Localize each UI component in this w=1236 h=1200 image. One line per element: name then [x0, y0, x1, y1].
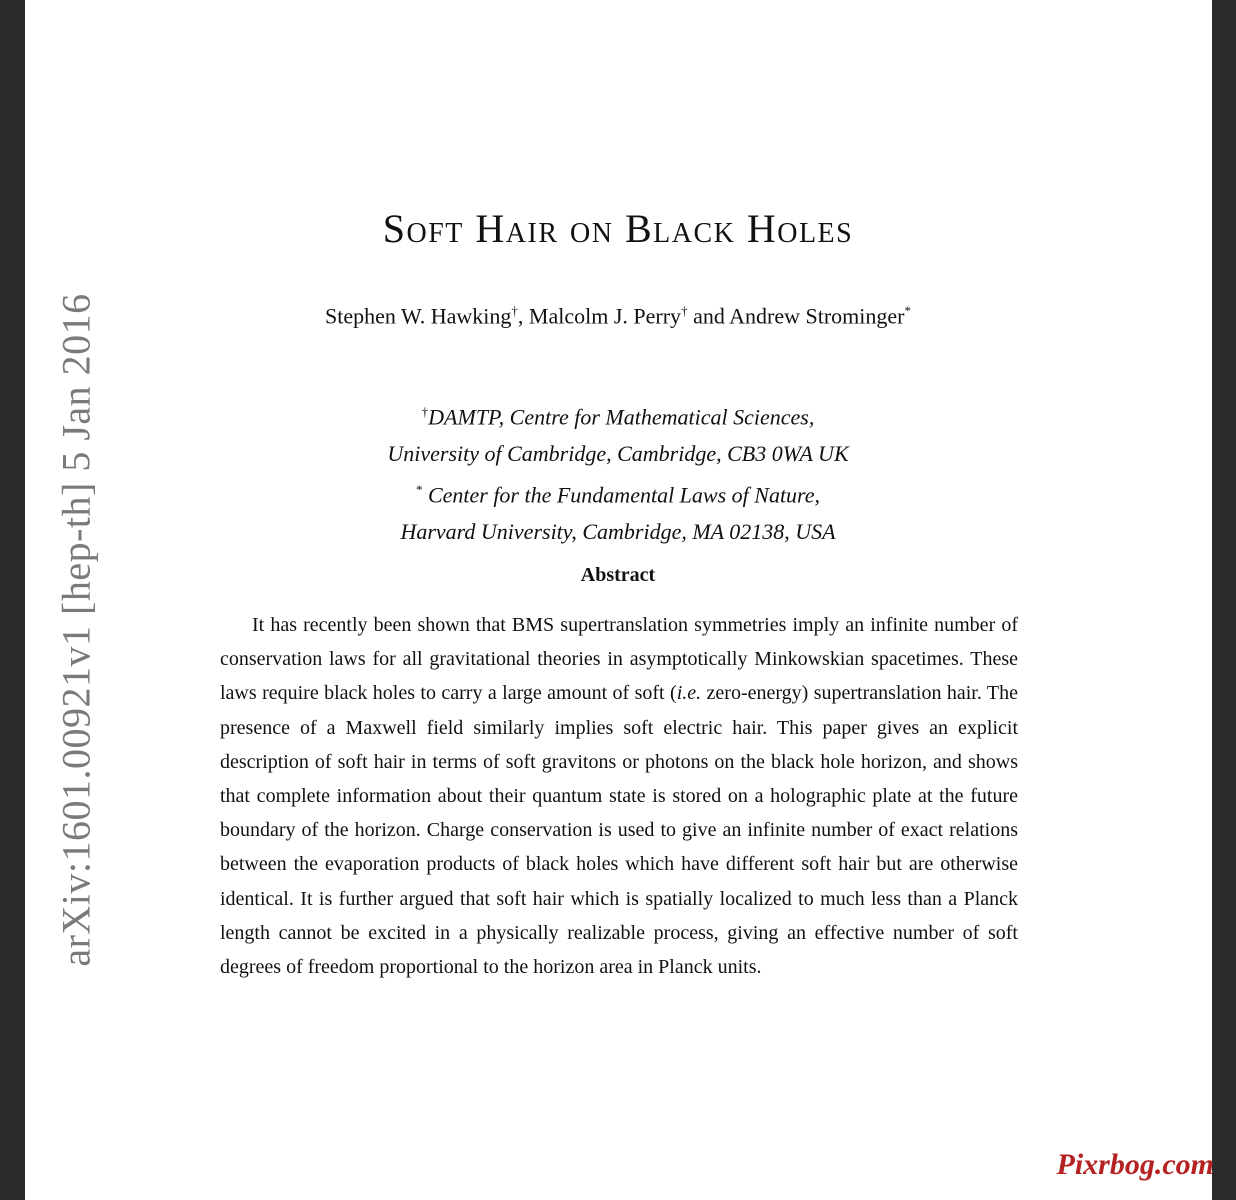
- author-list: [0, 303, 1236, 329]
- affiliation-mark: †: [421, 404, 429, 419]
- author-separator: and: [687, 303, 730, 329]
- affiliation-line: University of Cambridge, Cambridge, CB3 0WA UK: [387, 440, 849, 466]
- affiliation-line: †DAMTP, Centre for Mathematical Sciences,: [421, 404, 815, 430]
- arxiv-identifier: arXiv:1601.00921v1 [hep-th] 5 Jan 2016: [53, 293, 99, 967]
- affiliations: [0, 394, 1236, 551]
- affiliation-mark: *: [415, 482, 423, 498]
- author-mark: *: [904, 303, 911, 318]
- watermark-logo: Pixrbog.com: [1056, 1148, 1214, 1181]
- affiliation-line: * Center for the Fundamental Laws of Nature,: [415, 482, 821, 508]
- paper-title: Soft Hair on Black Holes: [382, 206, 854, 251]
- abstract-text: It has recently been shown that BMS supertranslation symmetries imply an infinite number of conservation laws for all gravitational theories in asymptotically Minkowskian spacetimes. These laws require black holes to carry a large amount of soft (i.e. zero-energy) supertranslation hair. The presence of a Maxwell field similarly implies soft electric hair. This paper gives an explicit description of soft hair in terms of soft gravitons or photons on the black hole horizon, and shows that complete information about their quantum state is stored on a holographic plate at the future boundary of the horizon. Charge conservation is used to give an infinite number of exact relations between the evaporation products of black holes which have different soft hair but are otherwise identical. It is further argued that soft hair which is spatially localized to much less than a Planck length cannot be excited in a physically realizable process, giving an effective number of soft degrees of freedom proportional to the horizon area in Planck units.: [220, 614, 1018, 979]
- author-separator: ,: [517, 303, 529, 329]
- paper-page: [25, 0, 1212, 1200]
- abstract-heading: Abstract: [580, 564, 656, 586]
- author-perry: Malcolm J. Perry: [528, 303, 682, 329]
- author-mark: †: [511, 303, 518, 318]
- author-hawking: Stephen W. Hawking: [325, 303, 512, 329]
- author-strominger: Andrew Strominger: [729, 303, 905, 329]
- affiliation-line: Harvard University, Cambridge, MA 02138, USA: [400, 519, 836, 545]
- author-mark: †: [681, 303, 688, 318]
